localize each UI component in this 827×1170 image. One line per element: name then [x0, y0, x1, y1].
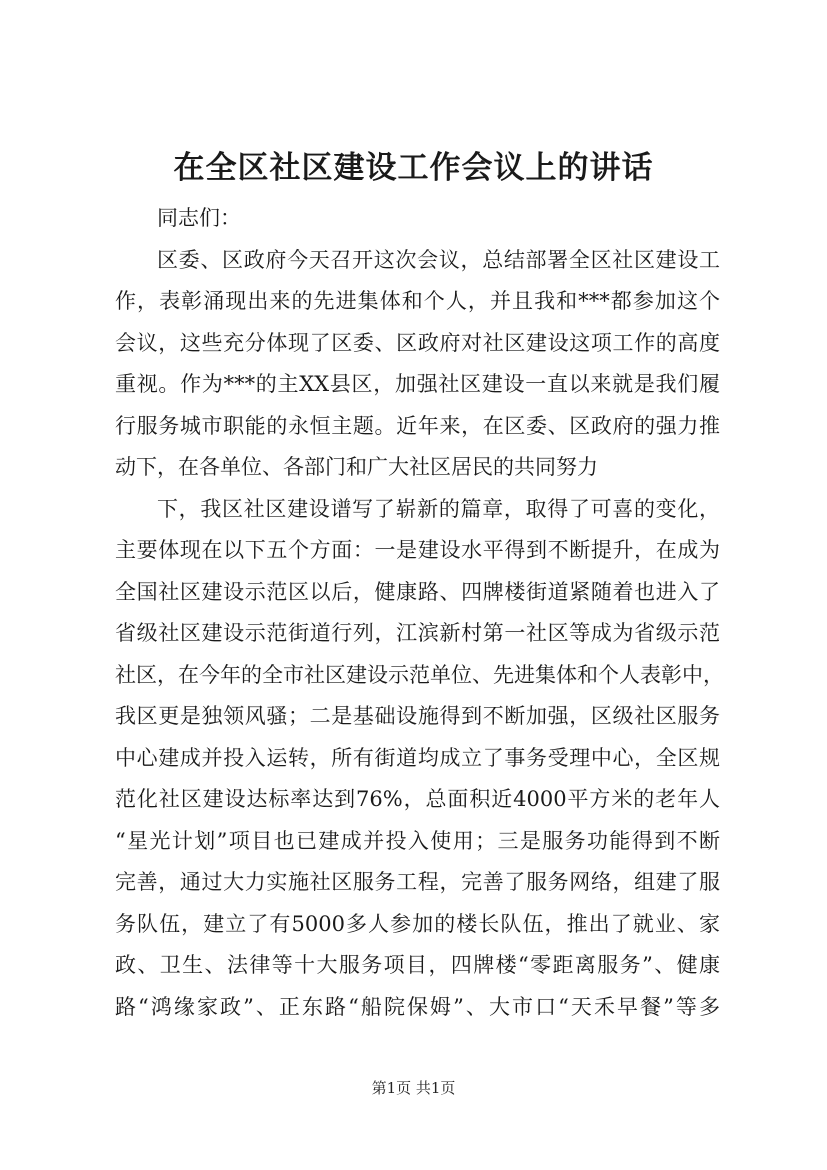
paragraph-line: 区委、区政府今天召开这次会议，总结部署全区社区建设工: [157, 247, 720, 272]
paragraph-line: 行服务城市职能的永恒主题。近年来，在区委、区政府的强力推: [115, 413, 720, 438]
page-footer: 第1页 共1页: [371, 1079, 456, 1097]
paragraph-line: 范化社区建设达标率达到76%，总面积近4000平方米的老年人: [115, 787, 720, 811]
paragraph-line: “星光计划”项目也已建成并投入使用；三是服务功能得到不断: [115, 828, 720, 853]
paragraph-line: 中心建成并投入运转，所有街道均成立了事务受理中心，全区规: [115, 745, 720, 770]
paragraph-line: 下，我区社区建设谱写了崭新的篇章，取得了可喜的变化，: [157, 496, 720, 521]
paragraph-line: 政、卫生、法律等十大服务项目，四牌楼“零距离服务”、健康: [115, 953, 720, 977]
paragraph-line: 作，表彰涌现出来的先进集体和个人，并且我和***都参加这个: [115, 289, 720, 313]
paragraph-line: 完善，通过大力实施社区服务工程，完善了服务网络，组建了服: [115, 870, 720, 894]
salutation-line: 同志们：: [157, 206, 241, 230]
paragraph-line: 全国社区建设示范区以后，健康路、四牌楼街道紧随着也进入了: [115, 579, 720, 604]
paragraph-line: 路“鸿缘家政”、正东路“船院保姆”、大市口“天禾早餐”等多: [115, 994, 720, 1019]
document-body: [115, 198, 724, 1028]
paragraph-line: 省级社区建设示范街道行列，江滨新村第一社区等成为省级示范: [115, 621, 720, 645]
paragraph-line: 主要体现在以下五个方面：一是建设水平得到不断提升，在成为: [115, 538, 720, 562]
paragraph-line: 我区更是独领风骚；二是基础设施得到不断加强，区级社区服务: [115, 704, 720, 728]
paragraph-line: 务队伍，建立了有5000多人参加的楼长队伍，推出了就业、家: [115, 911, 720, 936]
document-title: 在全区社区建设工作会议上的讲话: [173, 150, 654, 186]
paragraph-line: 动下，在各单位、各部门和广大社区居民的共同努力: [115, 455, 598, 479]
paragraph-line: 社区，在今年的全市社区建设示范单位、先进集体和个人表彰中，: [115, 662, 724, 687]
paragraph-line: 重视。作为***的主XX县区，加强社区建设一直以来就是我们履: [115, 372, 720, 396]
paragraph-line: 会议，这些充分体现了区委、区政府对社区建设这项工作的高度: [115, 330, 720, 355]
